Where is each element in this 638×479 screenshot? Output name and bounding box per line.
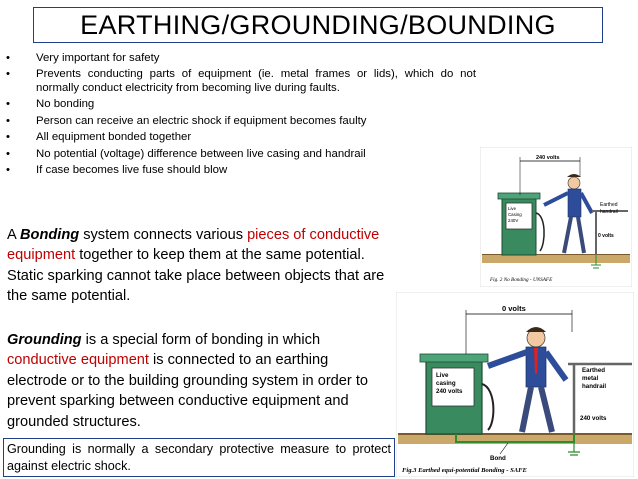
title-box [33,7,603,43]
bonding-text-2: together to keep them at the same potential. Static sparking cannot take place between objects that are the same potential. [7,247,385,305]
bonding-paragraph [7,225,395,307]
fig3-volts-top: 0 volts [502,304,526,313]
note-box: Grounding is normally a secondary protective measure to protect against electric shock. [3,438,395,477]
figure-no-bonding [480,147,632,287]
fig2-casing-line-1: Live [508,206,517,211]
bullet-item: • Prevents conducting parts of equipment (ie. metal frames or lids), which do not normally conduct electricity from becoming live during faults. [6,68,476,95]
grounding-term: Grounding [7,332,82,348]
bullet-item: • Very important for safety [6,52,476,65]
bullet-item: • All equipment bonded together [6,131,476,144]
bullet-item: • Person can receive an electric shock if equipment becomes faulty [6,115,476,128]
fig3-bond-label: Bond [490,455,506,462]
fig3-volts-side: 240 volts [580,415,607,422]
fig2-caption: Fig. 2 No Bonding - UNSAFE [490,277,553,283]
grounding-highlight: conductive equipment [7,352,149,369]
fig3-handrail-line-1: Earthed [582,367,606,374]
bonding-term: Bonding [19,227,80,243]
fig3-casing-line-3: 240 volts [436,388,463,395]
grounding-paragraph [7,330,392,432]
fig2-handrail-line-2: handrail [600,209,618,215]
fig3-caption: Fig.3 Earthed equi-potential Bonding - SAFE [402,467,527,474]
figure-bonding [396,292,634,477]
fig2-volts-top: 240 volts [536,155,560,161]
bonding-highlight: pieces of conductive equipment [7,227,380,264]
fig3-casing-line-1: Live [436,372,449,379]
fig3-handrail-line-2: metal [582,375,599,382]
grounding-text-1: is a special form of bonding in which [81,332,321,348]
fig3-handrail-line-3: handrail [582,383,607,390]
bullet-list [6,52,476,181]
fig2-casing-line-2: Casing [508,212,522,217]
fig2-casing-line-3: 240V [508,218,519,223]
grounding-text-2: is connected to an earthing electrode or to the building grounding system in order to prevent sparking between conductive equipment and grounded structures. [7,352,369,430]
bullet-item: • No potential (voltage) difference between live casing and handrail [6,148,476,161]
fig2-volts-zero: 0 volts [598,233,614,239]
bullet-item: • No bonding [6,98,476,111]
bonding-text-1: system connects various [79,227,248,243]
fig3-casing-line-2: casing [436,380,456,387]
fig2-handrail-line-1: Earthed [600,202,618,208]
bonding-lead: A [7,227,20,243]
bullet-item: • If case becomes live fuse should blow [6,164,476,177]
page-title: EARTHING/GROUNDING/BOUNDING [80,9,556,40]
